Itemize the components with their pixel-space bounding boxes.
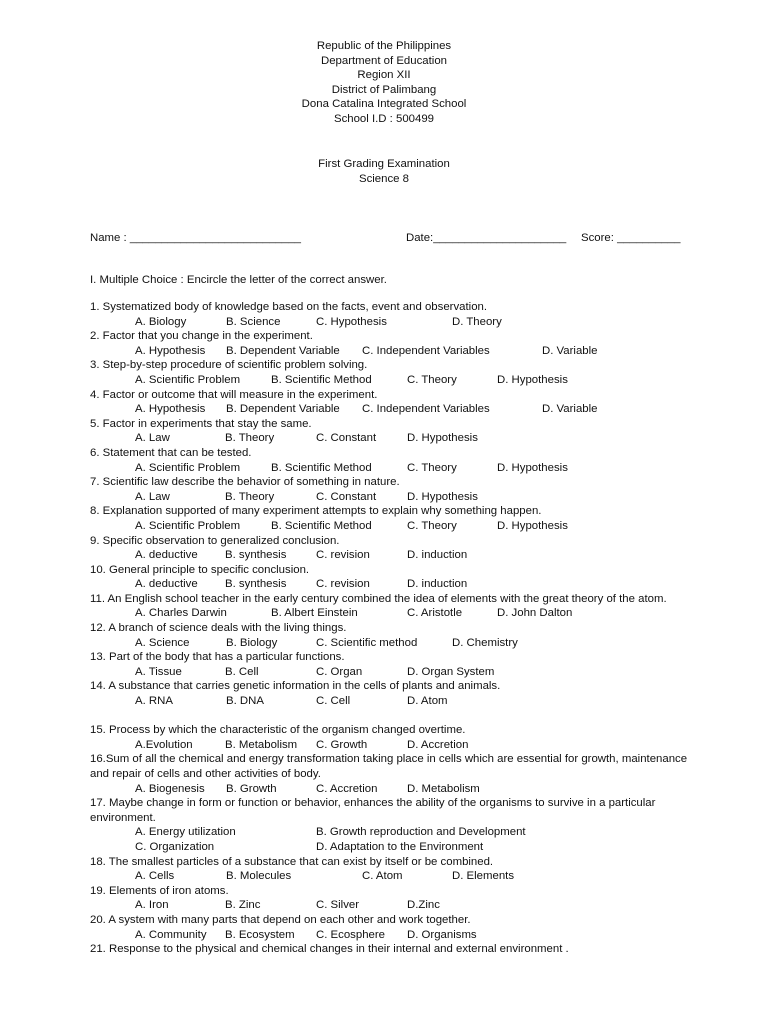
choice-option[interactable]: A. Scientific Problem bbox=[135, 519, 241, 532]
question-text: 21. Response to the physical and chemical changes in their internal and external environment . bbox=[90, 943, 569, 956]
choice-row bbox=[90, 825, 702, 840]
question-text: 20. A system with many parts that depend on each other and work together. bbox=[90, 913, 471, 926]
choice-option[interactable]: D. Adaptation to the Environment bbox=[316, 840, 484, 853]
question-list bbox=[90, 300, 702, 957]
choice-option[interactable]: C. Theory bbox=[407, 519, 457, 532]
choice-row bbox=[90, 898, 702, 913]
choice-option[interactable]: B. synthesis bbox=[225, 578, 287, 591]
choice-option[interactable]: A. Iron bbox=[135, 899, 169, 912]
choice-option[interactable]: C. Scientific method bbox=[316, 636, 418, 649]
choice-option[interactable]: A. Law bbox=[135, 490, 170, 503]
school-id: School I.D : 500499 bbox=[333, 112, 435, 125]
choice-option[interactable]: A. Hypothesis bbox=[135, 403, 206, 416]
question-item bbox=[90, 592, 702, 621]
question-item bbox=[90, 723, 702, 752]
choice-option[interactable]: D. induction bbox=[407, 578, 468, 591]
choice-option[interactable]: B. Ecosystem bbox=[225, 928, 295, 941]
choice-option[interactable]: B. Albert Einstein bbox=[271, 607, 358, 620]
choice-option[interactable]: A. RNA bbox=[135, 695, 173, 708]
question-item bbox=[90, 475, 702, 504]
question-item bbox=[90, 534, 702, 563]
question-text: 11. An English school teacher in the early century combined the idea of elements with the great theory of the atom. bbox=[90, 592, 667, 605]
question-text: 2. Factor that you change in the experiment. bbox=[90, 330, 313, 343]
choice-option[interactable]: D. Variable bbox=[542, 344, 598, 357]
question-text: 5. Factor in experiments that stay the same. bbox=[90, 417, 312, 430]
choice-option[interactable]: D. Accretion bbox=[407, 738, 469, 751]
header-line: Department of Education bbox=[320, 54, 447, 67]
question-text: 4. Factor or outcome that will measure in the experiment. bbox=[90, 388, 378, 401]
choice-option[interactable]: A. Cells bbox=[135, 870, 175, 883]
exam-title: First Grading Examination bbox=[318, 158, 450, 170]
choice-option[interactable]: B. Cell bbox=[225, 665, 259, 678]
choice-option[interactable]: C. Cell bbox=[316, 695, 351, 708]
choice-option[interactable]: D. Hypothesis bbox=[497, 373, 568, 386]
header-line: Republic of the Philippines bbox=[316, 40, 452, 52]
date-field[interactable]: Date:_____________________ bbox=[406, 232, 567, 244]
question-item bbox=[90, 679, 702, 708]
choice-option[interactable]: A. Tissue bbox=[135, 665, 182, 678]
choice-option[interactable]: B. Scientific Method bbox=[271, 461, 372, 474]
choice-option[interactable]: D. Organ System bbox=[407, 665, 495, 678]
choice-option[interactable]: C. Constant bbox=[316, 432, 377, 445]
choice-option[interactable]: A. Biology bbox=[135, 315, 187, 328]
question-text: 6. Statement that can be tested. bbox=[90, 446, 252, 459]
choice-option[interactable]: A. deductive bbox=[135, 578, 198, 591]
choice-option[interactable]: D. Elements bbox=[452, 870, 515, 883]
school-name: Dona Catalina Integrated School bbox=[301, 98, 467, 111]
choice-row bbox=[90, 431, 702, 446]
spacer bbox=[90, 709, 702, 724]
choice-row bbox=[90, 490, 702, 505]
choice-row bbox=[90, 782, 702, 797]
header-line: District of Palimbang bbox=[331, 83, 437, 96]
question-text: 18. The smallest particles of a substance that can exist by itself or be combined. bbox=[90, 855, 494, 868]
question-text: 15. Process by which the characteristic of the organism changed overtime. bbox=[90, 724, 466, 737]
choice-option[interactable]: B. synthesis bbox=[225, 549, 287, 562]
choice-option[interactable]: D. Hypothesis bbox=[497, 461, 568, 474]
question-text: 7. Scientific law describe the behavior of something in nature. bbox=[90, 476, 400, 489]
choice-option[interactable]: B. Zinc bbox=[225, 899, 261, 912]
choice-option[interactable]: C. revision bbox=[316, 578, 370, 591]
choice-option[interactable]: B. Dependent Variable bbox=[226, 344, 340, 357]
choice-option[interactable]: D. Theory bbox=[452, 315, 502, 328]
choice-option[interactable]: C. Hypothesis bbox=[316, 315, 387, 328]
choice-row bbox=[90, 636, 702, 651]
choice-option[interactable]: C. Growth bbox=[316, 738, 368, 751]
choice-option[interactable]: D.Zinc bbox=[407, 899, 440, 912]
choice-option[interactable]: B. Growth reproduction and Development bbox=[316, 826, 526, 839]
choice-option[interactable]: B. Growth bbox=[226, 782, 277, 795]
choice-row bbox=[90, 315, 702, 330]
choice-option[interactable]: A. Science bbox=[135, 636, 190, 649]
question-text: 16.Sum of all the chemical and energy transformation taking place in cells which are essential for growth, maintenance and repair of cells and other activities of body. bbox=[90, 753, 688, 780]
choice-option[interactable]: C. Independent Variables bbox=[362, 344, 490, 357]
question-item bbox=[90, 650, 702, 679]
choice-row bbox=[90, 577, 702, 592]
question-text: 10. General principle to specific conclusion. bbox=[90, 563, 310, 576]
choice-row bbox=[90, 606, 702, 621]
choice-row bbox=[90, 840, 702, 855]
choice-option[interactable]: A. Energy utilization bbox=[135, 826, 236, 839]
choice-option[interactable]: D. Hypothesis bbox=[497, 519, 568, 532]
choice-option[interactable]: D. Atom bbox=[407, 695, 448, 708]
section-instruction: I. Multiple Choice : Encircle the letter of the correct answer. bbox=[90, 274, 387, 286]
question-text: 13. Part of the body that has a particular functions. bbox=[90, 651, 345, 664]
choice-row bbox=[90, 869, 702, 884]
question-item bbox=[90, 563, 702, 592]
choice-row bbox=[90, 928, 702, 943]
question-text: 17. Maybe change in form or function or behavior, enhances the ability of the organisms to survive in a particular environment. bbox=[90, 797, 656, 824]
question-item bbox=[90, 796, 702, 854]
question-item bbox=[90, 329, 702, 358]
choice-option[interactable]: A. Charles Darwin bbox=[135, 607, 227, 620]
question-item bbox=[90, 913, 702, 942]
choice-option[interactable]: B. Scientific Method bbox=[271, 519, 372, 532]
choice-option[interactable]: A. Biogenesis bbox=[135, 782, 205, 795]
question-text: 12. A branch of science deals with the living things. bbox=[90, 622, 347, 635]
exam-subject: Science 8 bbox=[358, 172, 410, 185]
choice-option[interactable]: C. Silver bbox=[316, 899, 360, 912]
question-text: 19. Elements of iron atoms. bbox=[90, 884, 229, 897]
choice-row bbox=[90, 694, 702, 709]
question-text: 1. Systematized body of knowledge based on the facts, event and observation. bbox=[90, 301, 488, 313]
choice-option[interactable]: C. Theory bbox=[407, 461, 457, 474]
choice-row bbox=[90, 738, 702, 753]
question-text: 8. Explanation supported of many experiment attempts to explain why something happen. bbox=[90, 505, 542, 518]
choice-option[interactable]: C. revision bbox=[316, 549, 370, 562]
choice-option[interactable]: A. Scientific Problem bbox=[135, 373, 241, 386]
choice-row bbox=[90, 461, 702, 476]
question-item bbox=[90, 388, 702, 417]
exam-heading bbox=[0, 157, 768, 186]
question-text: 14. A substance that carries genetic information in the cells of plants and animals. bbox=[90, 680, 501, 693]
question-item bbox=[90, 358, 702, 387]
choice-option[interactable]: C. Accretion bbox=[316, 782, 378, 795]
choice-option[interactable]: C. Theory bbox=[407, 373, 457, 386]
choice-option[interactable]: C. Constant bbox=[316, 490, 377, 503]
name-field[interactable]: Name : ___________________________ bbox=[90, 232, 301, 244]
choice-option[interactable]: D. induction bbox=[407, 549, 468, 562]
question-item bbox=[90, 446, 702, 475]
choice-option[interactable]: B. Theory bbox=[225, 490, 275, 503]
choice-option[interactable]: C. Aristotle bbox=[407, 607, 463, 620]
choice-option[interactable]: B. Dependent Variable bbox=[226, 403, 340, 416]
choice-option[interactable]: B. Scientific Method bbox=[271, 373, 372, 386]
choice-option[interactable]: C. Atom bbox=[362, 870, 403, 883]
choice-row bbox=[90, 344, 702, 359]
score-field[interactable]: Score: __________ bbox=[581, 232, 681, 244]
choice-option[interactable]: B. Science bbox=[226, 315, 281, 328]
choice-option[interactable]: B. Metabolism bbox=[225, 738, 298, 751]
choice-option[interactable]: A. Scientific Problem bbox=[135, 461, 241, 474]
choice-option[interactable]: D. Chemistry bbox=[452, 636, 518, 649]
choice-row bbox=[90, 665, 702, 680]
question-text: 9. Specific observation to generalized conclusion. bbox=[90, 534, 340, 547]
choice-row bbox=[90, 548, 702, 563]
choice-row bbox=[90, 373, 702, 388]
question-text: 3. Step-by-step procedure of scientific problem solving. bbox=[90, 359, 368, 372]
question-item bbox=[90, 300, 702, 329]
choice-option[interactable]: A.Evolution bbox=[135, 738, 193, 751]
choice-row bbox=[90, 402, 702, 417]
question-item bbox=[90, 752, 702, 796]
choice-option[interactable]: D. John Dalton bbox=[497, 607, 573, 620]
choice-option[interactable]: B. DNA bbox=[226, 695, 264, 708]
choice-option[interactable]: B. Molecules bbox=[226, 870, 292, 883]
choice-option[interactable]: D. Organisms bbox=[407, 928, 477, 941]
choice-option[interactable]: A. Hypothesis bbox=[135, 344, 206, 357]
choice-option[interactable]: C. Organ bbox=[316, 665, 363, 678]
question-item bbox=[90, 417, 702, 446]
choice-row bbox=[90, 519, 702, 534]
question-item bbox=[90, 855, 702, 884]
choice-option[interactable]: B. Theory bbox=[225, 432, 275, 445]
question-item bbox=[90, 504, 702, 533]
header-line: Region XII bbox=[357, 69, 411, 82]
choice-option[interactable]: A. deductive bbox=[135, 549, 198, 562]
school-header bbox=[0, 39, 768, 127]
choice-option[interactable]: A. Community bbox=[135, 928, 207, 941]
choice-option[interactable]: C. Ecosphere bbox=[316, 928, 386, 941]
question-item bbox=[90, 621, 702, 650]
choice-option[interactable]: D. Variable bbox=[542, 403, 598, 416]
choice-option[interactable]: D. Hypothesis bbox=[407, 490, 478, 503]
choice-option[interactable]: D. Hypothesis bbox=[407, 432, 478, 445]
choice-option[interactable]: C. Independent Variables bbox=[362, 403, 490, 416]
choice-option[interactable]: C. Organization bbox=[135, 840, 215, 853]
choice-option[interactable]: D. Metabolism bbox=[407, 782, 480, 795]
choice-option[interactable]: B. Biology bbox=[226, 636, 278, 649]
question-item bbox=[90, 884, 702, 913]
question-item bbox=[90, 942, 702, 957]
choice-option[interactable]: A. Law bbox=[135, 432, 170, 445]
